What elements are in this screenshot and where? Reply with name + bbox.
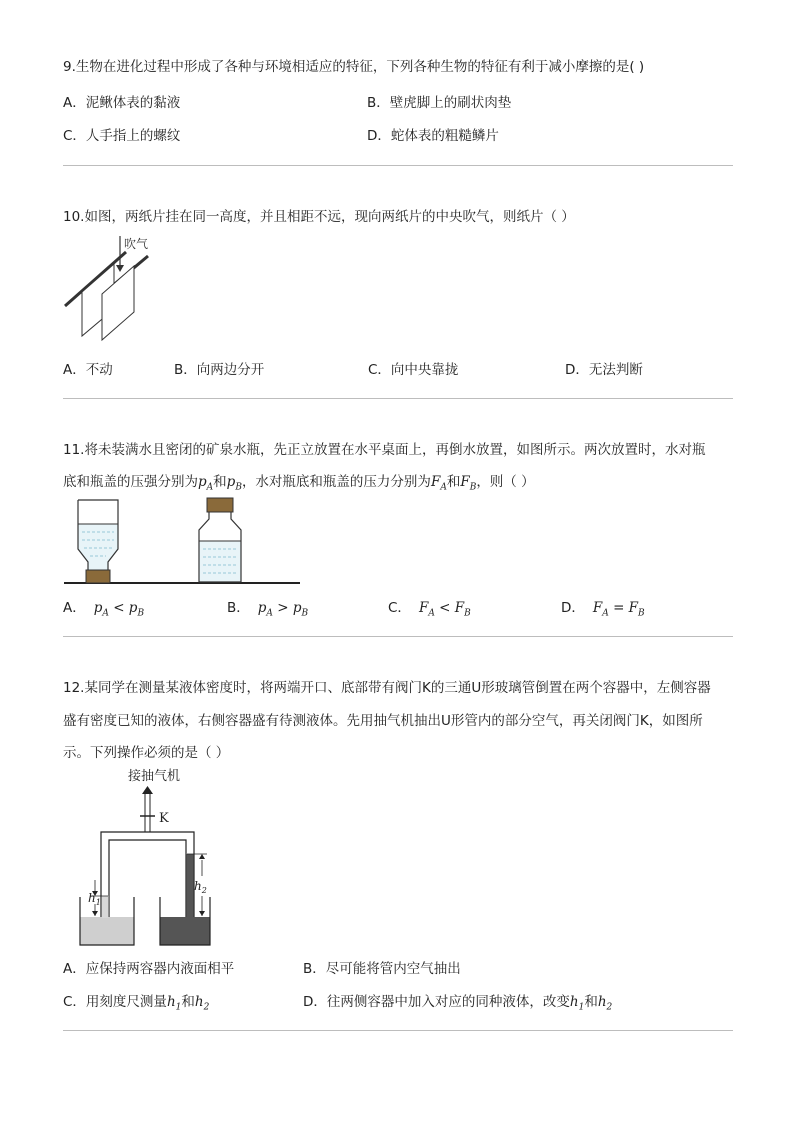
h2-label: $h_2$ xyxy=(194,879,207,895)
q11-stem-line1: 11.将未装满水且密闭的矿泉水瓶，先正立放置在水平桌面上，再倒水放置，如图所示。两次放置时，水对瓶 xyxy=(63,442,706,458)
divider xyxy=(63,165,733,166)
h1-label: $h_1$ xyxy=(88,891,101,907)
q9-option-a[interactable]: A．泥鳅体表的黏液 xyxy=(63,95,181,111)
q10-option-d[interactable]: D．无法判断 xyxy=(565,362,643,378)
q12-stem-line3: 示。下列操作必须的是（ ） xyxy=(63,745,230,761)
q9-stem: 9.生物在进化过程中形成了各种与环境相适应的特征，下列各种生物的特征有利于减小摩擦的是( ) xyxy=(63,59,645,75)
q10-option-c[interactable]: C．向中央靠拢 xyxy=(368,362,459,378)
q10-option-b[interactable]: B．向两边分开 xyxy=(174,362,265,378)
valve-k-label: K xyxy=(159,811,169,826)
q11-option-c[interactable]: C． $F_A < F_B$ xyxy=(388,600,471,619)
q11-option-b[interactable]: B． $p_A > p_B$ xyxy=(227,600,309,619)
upright-bottle xyxy=(199,498,241,582)
q11-stem-line2: 底和瓶盖的压强分别为$p_A$和$p_B$，水对瓶底和瓶盖的压力分别为$F_A$和$F_B$，则（ ） xyxy=(63,474,535,493)
q11-option-a[interactable]: A． $p_A < p_B$ xyxy=(63,600,145,619)
q12-stem-line2: 盛有密度已知的液体，右侧容器盛有待测液体。先用抽气机抽出U形管内的部分空气，再关闭阀门K，如图所 xyxy=(63,713,703,729)
q9-option-c[interactable]: C．人手指上的螺纹 xyxy=(63,128,181,144)
q9-option-d[interactable]: D．蛇体表的粗糙鳞片 xyxy=(367,128,499,144)
divider xyxy=(63,398,733,399)
q12-option-b[interactable]: B．尽可能将管内空气抽出 xyxy=(303,961,461,977)
divider xyxy=(63,636,733,637)
pump-label: 接抽气机 xyxy=(128,769,181,784)
q12-stem-line1: 12.某同学在测量某液体密度时，将两端开口、底部带有阀门K的三通U形玻璃管倒置在两个容器中，左侧容器 xyxy=(63,680,711,696)
inverted-bottle xyxy=(78,500,118,583)
blow-label: 吹气 xyxy=(124,237,149,251)
paper-strips-figure xyxy=(60,232,160,344)
q11-option-d[interactable]: D． $F_A = F_B$ xyxy=(561,600,645,619)
divider xyxy=(63,1030,733,1031)
q12-option-d[interactable]: D．往两侧容器中加入对应的同种液体，改变$h_1$和$h_2$ xyxy=(303,994,613,1013)
q10-stem: 10.如图，两纸片挂在同一高度，并且相距不远，现向两纸片的中央吹气，则纸片（ ） xyxy=(63,209,575,225)
q10-option-a[interactable]: A．不动 xyxy=(63,362,113,378)
q12-option-c[interactable]: C．用刻度尺测量$h_1$和$h_2$ xyxy=(63,994,210,1013)
bottles-figure xyxy=(62,496,302,588)
q12-option-a[interactable]: A．应保持两容器内液面相平 xyxy=(63,961,235,977)
q9-option-b[interactable]: B．壁虎脚上的刷状肉垫 xyxy=(367,95,512,111)
u-tube-figure xyxy=(62,764,240,950)
